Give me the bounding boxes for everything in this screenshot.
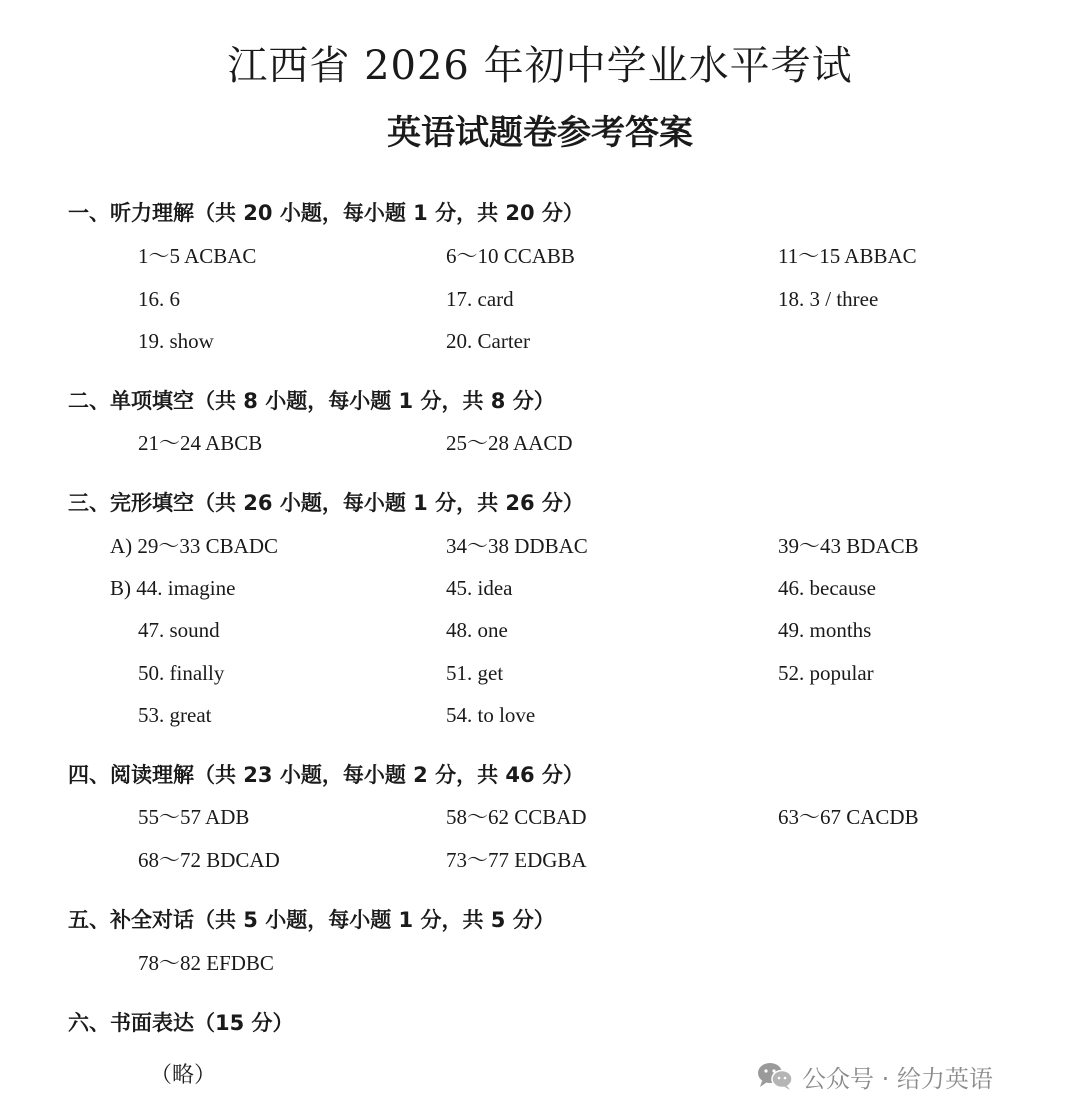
answer-cell: 50. finally — [138, 661, 225, 685]
section-heading-single-choice: 二、单项填空（共 8 小题，每小题 1 分，共 8 分） — [68, 389, 555, 413]
answer-cell: 47. sound — [138, 618, 220, 642]
answer-cell: 18. 3 / three — [778, 287, 879, 311]
answer-cell: 25～28 AACD — [446, 431, 573, 455]
omitted-note: （略） — [150, 1063, 217, 1088]
watermark — [756, 1058, 993, 1094]
answer-cell: 16. 6 — [138, 287, 180, 311]
answer-cell: 1～5 ACBAC — [138, 244, 257, 268]
wechat-icon — [756, 1060, 794, 1092]
section-heading-listening: 一、听力理解（共 20 小题，每小题 1 分，共 20 分） — [68, 201, 584, 225]
answer-cell: 49. months — [778, 618, 872, 642]
answer-cell: 6～10 CCABB — [446, 244, 575, 268]
answer-cell: 39～43 BDACB — [778, 534, 919, 558]
answer-cell: 21～24 ABCB — [138, 431, 263, 455]
answer-cell: B) 44. imagine — [110, 576, 236, 600]
answer-cell: 53. great — [138, 703, 212, 727]
section-heading-writing: 六、书面表达（15 分） — [68, 1011, 294, 1035]
answer-cell: 19. show — [138, 329, 214, 353]
answer-cell: 55～57 ADB — [138, 805, 250, 829]
page-title: 江西省 2026 年初中学业水平考试 — [227, 43, 853, 89]
section-heading-dialogue: 五、补全对话（共 5 小题，每小题 1 分，共 5 分） — [68, 908, 555, 932]
section-heading-cloze: 三、完形填空（共 26 小题，每小题 1 分，共 26 分） — [68, 491, 584, 515]
answer-cell: 58～62 CCBAD — [446, 805, 587, 829]
answer-cell: 51. get — [446, 661, 504, 685]
answer-cell: 48. one — [446, 618, 508, 642]
answer-cell: 78～82 EFDBC — [138, 951, 274, 975]
answer-cell: 63～67 CACDB — [778, 805, 919, 829]
answer-cell: 68～72 BDCAD — [138, 848, 280, 872]
answer-cell: 17. card — [446, 287, 514, 311]
answer-cell: 54. to love — [446, 703, 536, 727]
section-heading-reading: 四、阅读理解（共 23 小题，每小题 2 分，共 46 分） — [68, 763, 584, 787]
watermark-text: 公众号 · 给力英语 — [802, 1064, 993, 1093]
page-subtitle: 英语试题卷参考答案 — [387, 113, 693, 153]
answer-cell: 11～15 ABBAC — [778, 244, 917, 268]
answer-cell: 73～77 EDGBA — [446, 848, 587, 872]
answer-cell: 52. popular — [778, 661, 874, 685]
answer-cell: 46. because — [778, 576, 876, 600]
answer-cell: 45. idea — [446, 576, 513, 600]
answer-cell: 34～38 DDBAC — [446, 534, 588, 558]
answer-cell: A) 29～33 CBADC — [110, 534, 279, 558]
answer-cell: 20. Carter — [446, 329, 530, 353]
